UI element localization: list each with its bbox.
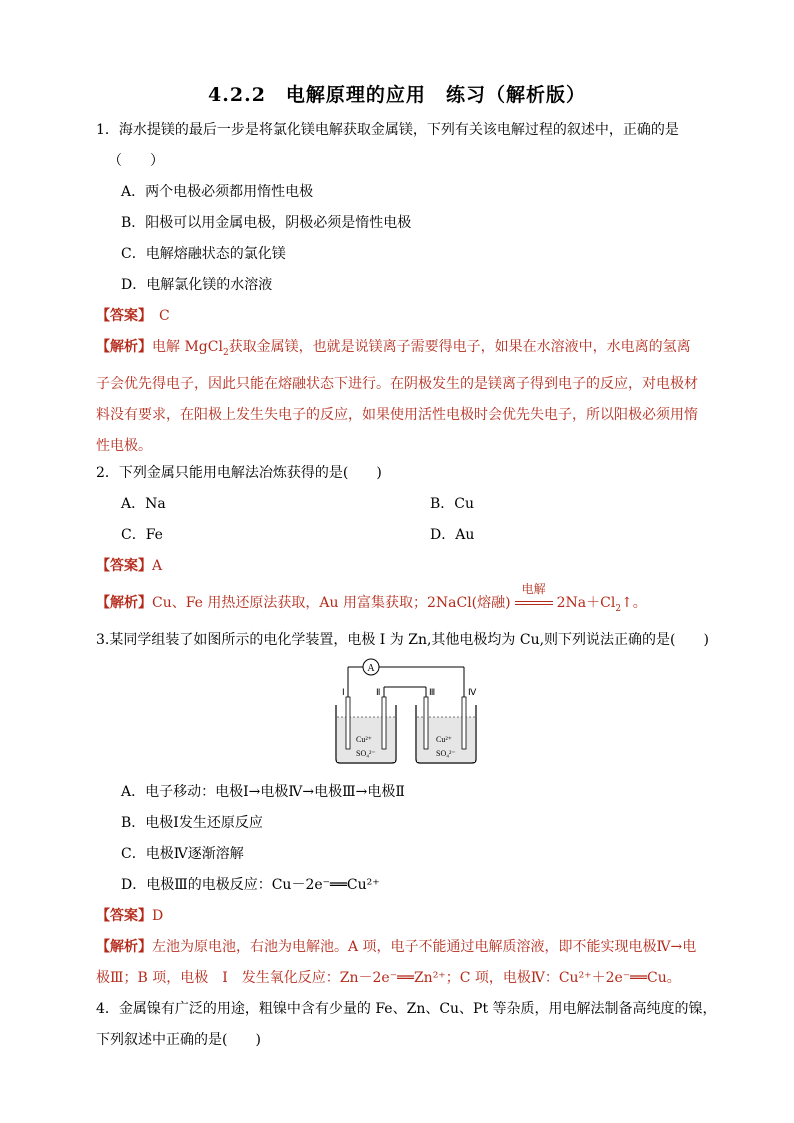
q1-analysis xyxy=(96,332,700,462)
analysis-text-2: 获取金属镁，也就是说镁离子需要得电子，如果在水溶液中，水电离的氢离子会优先得电子，因此只能在熔融状态下进行。在阴极发生的是镁离子得到电子的反应，对电极材料没有要求，在阳极上发生失电子的反应，如果使用活性电极时会优先失电子，所以阳极必须用惰性电极。 xyxy=(96,339,698,454)
ammeter-label: A xyxy=(367,663,375,674)
q4-stem-line-1: 4．金属镍有广泛的用途，粗镍中含有少量的 Fe、Zn、Cu、Pt 等杂质，用电解法制备高纯度的镍， xyxy=(96,1001,717,1017)
q1-answer xyxy=(96,306,170,326)
q3-option-b: B．电极Ⅰ发生还原反应 xyxy=(121,815,263,831)
q2-answer xyxy=(96,556,162,576)
electrode-label-4: Ⅳ xyxy=(468,687,477,697)
equation-products: 2Na＋Cl xyxy=(556,595,616,611)
electrode-2 xyxy=(382,697,386,749)
electrode-label-3: Ⅲ xyxy=(429,687,436,697)
page-title: 4.2.2 电解原理的应用 练习（解析版） xyxy=(208,84,586,106)
q3-option-a: A．电子移动：电极Ⅰ→电极Ⅳ→电极Ⅲ→电极Ⅱ xyxy=(121,784,405,800)
q3-option-d: D．电极Ⅲ的电极反应：Cu－2e⁻══Cu²⁺ xyxy=(121,877,380,893)
q2-option-c: C．Fe xyxy=(121,527,163,543)
q1-option-b: B．阳极可以用金属电极，阴极必须是惰性电极 xyxy=(121,215,412,231)
q3-option-c: C．电极Ⅳ逐渐溶解 xyxy=(121,846,244,862)
answer-value: C xyxy=(145,308,170,324)
q2-analysis xyxy=(96,582,647,619)
answer-tag: 【答案】 xyxy=(96,558,152,574)
equation-subscript: 2 xyxy=(615,603,622,614)
q3-analysis xyxy=(96,932,700,994)
answer-value: A xyxy=(152,558,163,574)
equation-condition: 电解 xyxy=(521,582,546,596)
q3-stem: 3.某同学组装了如图所示的电化学装置，电极 I 为 Zn,其他电极均为 Cu,则下列说法正确的是( ) xyxy=(96,632,709,648)
answer-tag: 【答案】 xyxy=(96,308,145,324)
q1-bracket: （ ） xyxy=(108,153,164,169)
electrode-3 xyxy=(424,697,428,749)
q3-answer xyxy=(96,906,163,926)
analysis-tag: 【解析】 xyxy=(96,939,152,955)
q1-option-a: A．两个电极必须都用惰性电极 xyxy=(121,184,314,200)
electrochemical-apparatus-diagram xyxy=(330,655,480,767)
analysis-subscript: 2 xyxy=(222,347,229,358)
q2-option-d: D．Au xyxy=(430,527,475,543)
analysis-text-1: 电解 MgCl xyxy=(152,339,223,355)
analysis-text: 左池为原电池，右池为电解池。A 项，电子不能通过电解质溶液，即不能实现电极Ⅳ→电极Ⅲ；B 项，电极 Ⅰ 发生氧化反应：Zn－2e⁻══Zn²⁺；C 项，电极Ⅳ：Cu²⁺＋2e⁻══Cu。 xyxy=(96,939,697,986)
electrode-label-1: Ⅰ xyxy=(342,687,345,697)
q2-option-b: B．Cu xyxy=(430,496,475,512)
right-ion-cu: Cu²⁺ xyxy=(436,735,452,744)
q4-stem-line-2: 下列叙述中正确的是( ) xyxy=(96,1032,261,1048)
electrolysis-equals-sign xyxy=(515,582,553,613)
electrode-1 xyxy=(346,697,350,749)
answer-tag: 【答案】 xyxy=(96,908,152,924)
equation-end: ↑。 xyxy=(621,595,647,611)
q1-stem: 1．海水提镁的最后一步是将氯化镁电解获取金属镁，下列有关该电解过程的叙述中，正确的是 xyxy=(96,122,679,138)
q2-option-a: A．Na xyxy=(121,496,166,512)
electrode-4 xyxy=(462,697,466,749)
q2-stem: 2．下列金属只能用电解法冶炼获得的是( ) xyxy=(96,465,382,481)
answer-value: D xyxy=(152,908,164,924)
left-ion-cu: Cu²⁺ xyxy=(356,735,372,744)
electrode-label-2: Ⅱ xyxy=(376,687,381,697)
analysis-tag: 【解析】 xyxy=(96,595,152,611)
right-ion-so4: SO₄²⁻ xyxy=(436,749,456,758)
left-ion-so4: SO₄²⁻ xyxy=(356,749,376,758)
q1-option-d: D．电解氯化镁的水溶液 xyxy=(121,277,273,293)
q1-option-c: C．电解熔融状态的氯化镁 xyxy=(121,246,286,262)
analysis-tag: 【解析】 xyxy=(96,339,152,355)
analysis-text: Cu、Fe 用热还原法获取，Au 用富集获取；2NaCl(熔融) xyxy=(152,595,511,611)
